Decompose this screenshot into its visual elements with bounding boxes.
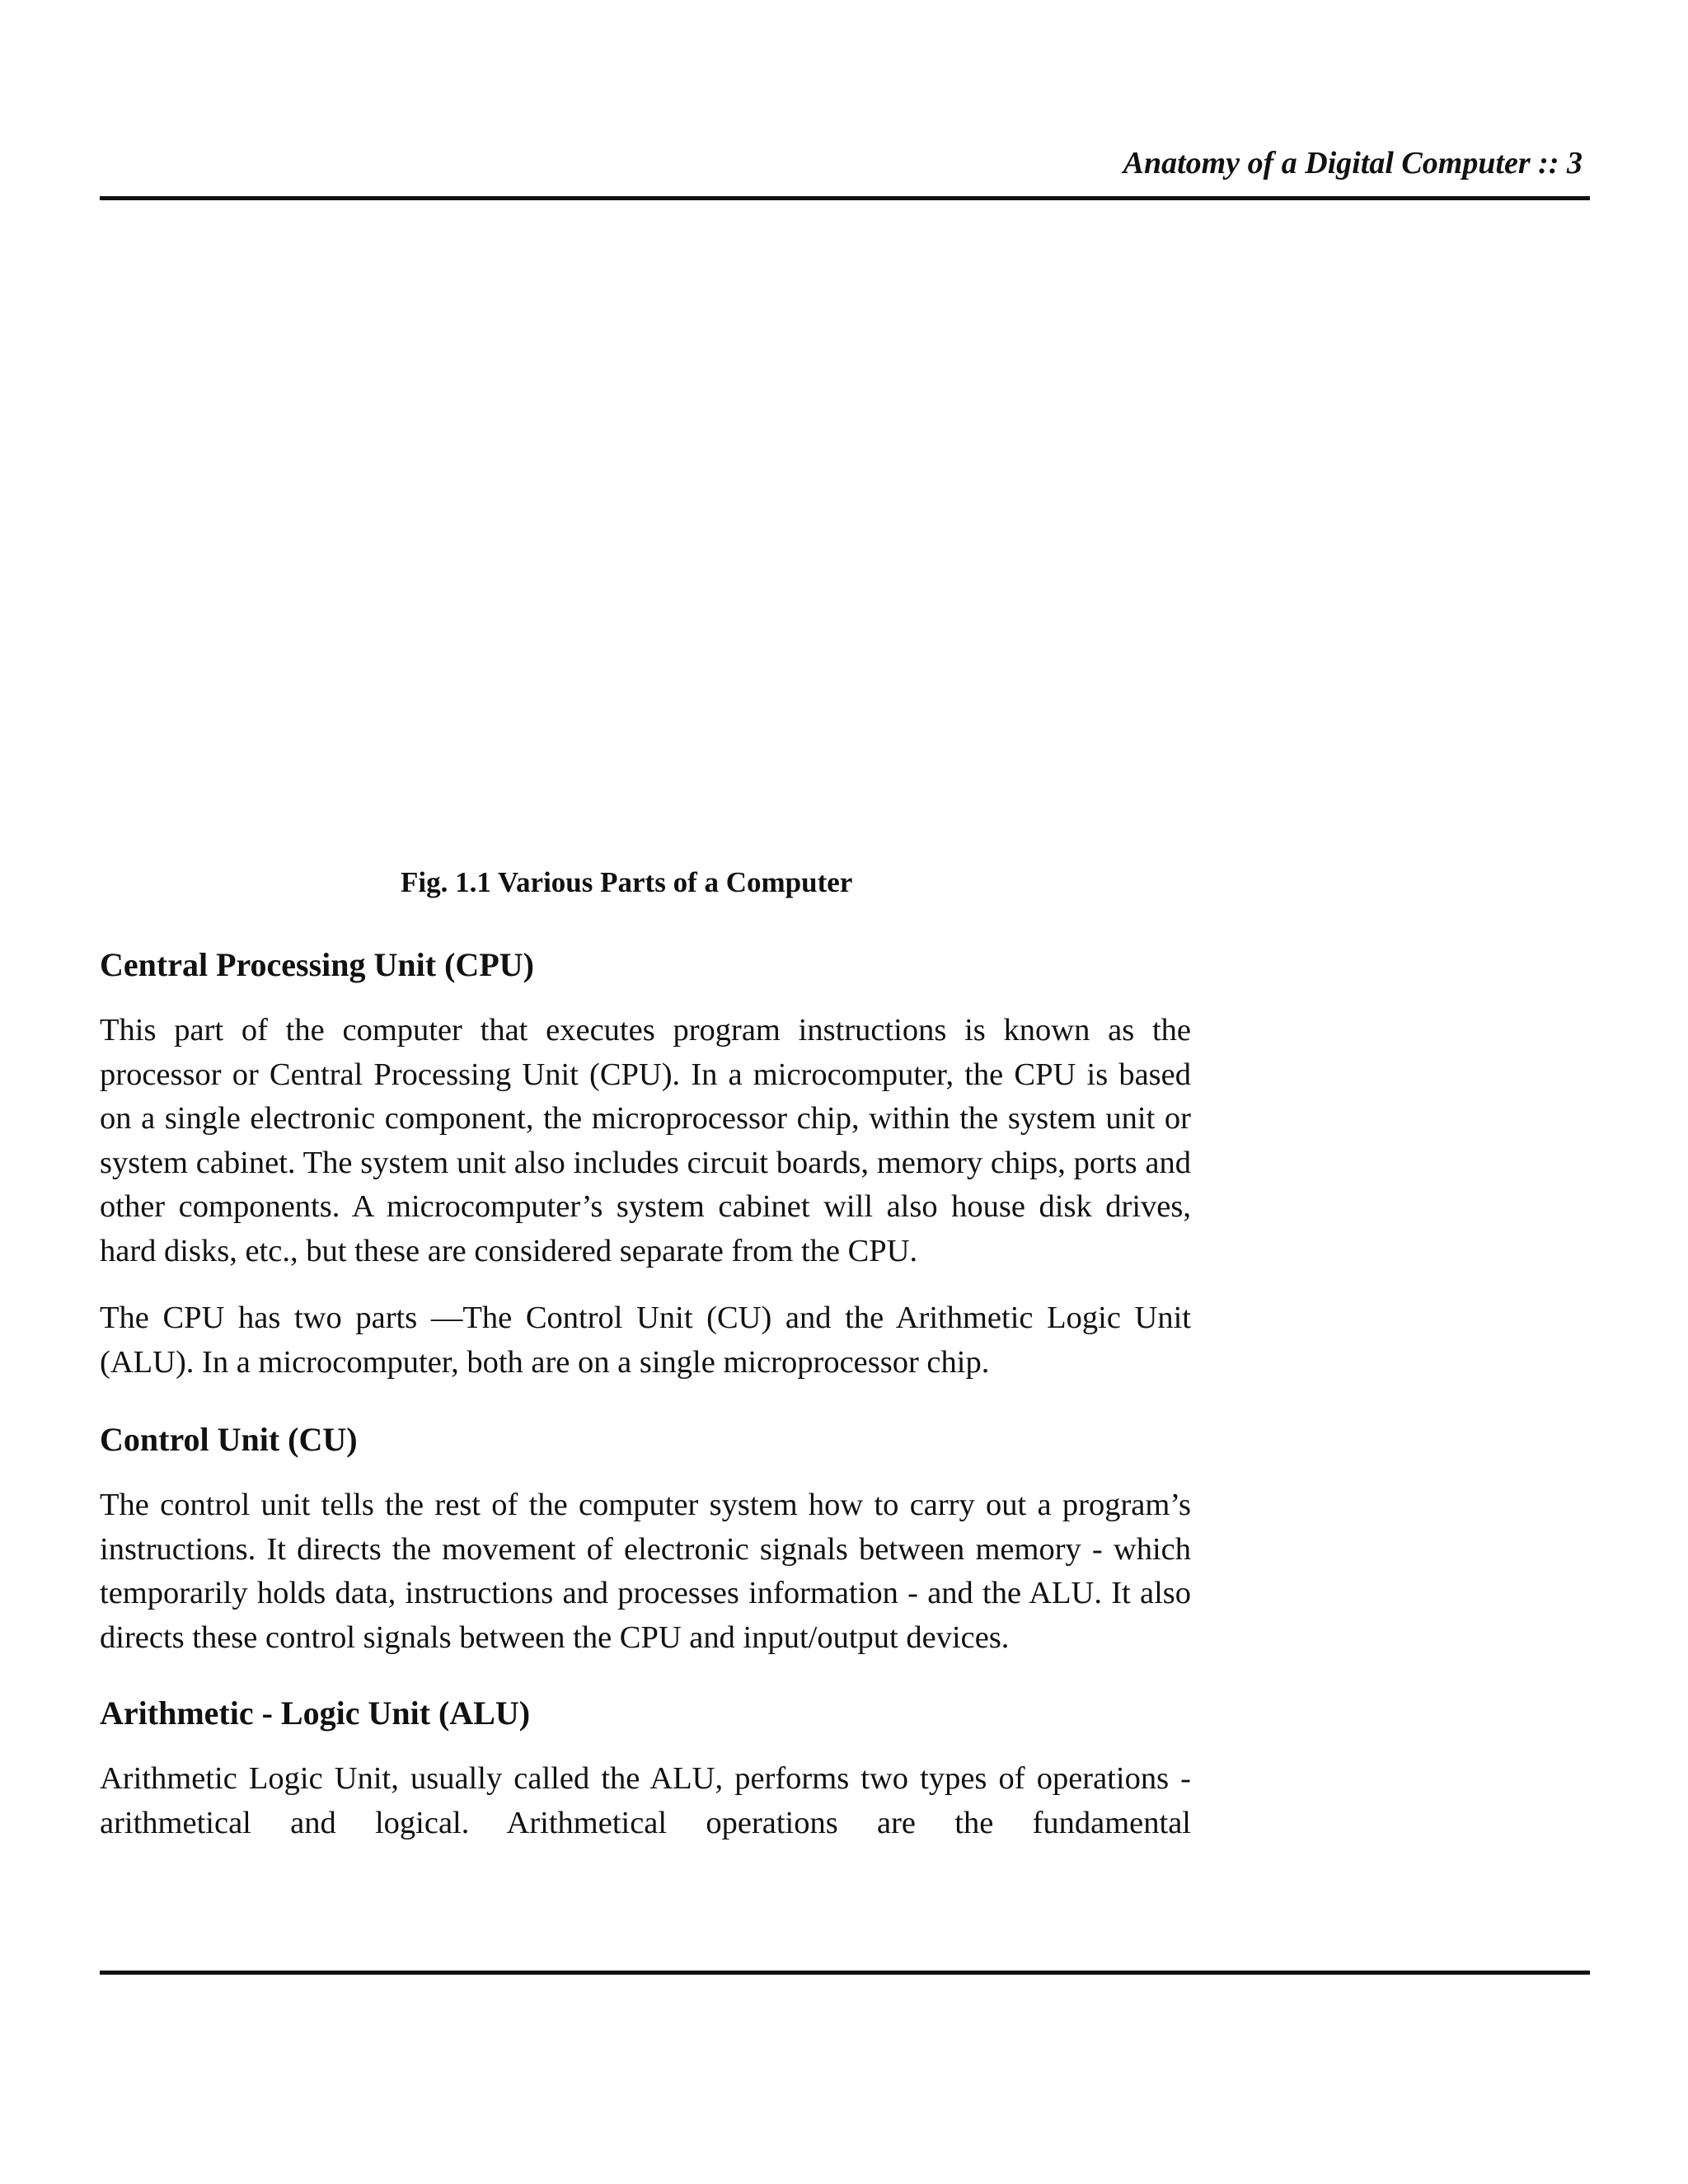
figure-image-area [100,214,1590,841]
paragraph-cpu-parts: The CPU has two parts —The Control Unit (CU) and the Arithmetic Logic Unit (ALU). In a microcomputer, both are on a single microprocessor chip. [100,1301,1191,1380]
header-rule [100,196,1590,200]
running-header: Anatomy of a Digital Computer :: 3 [1123,146,1582,180]
paragraph-alu-description: Arithmetic Logic Unit, usually called the ALU, performs two types of operations - arithmetical and logical. Arithmetical operations are the fundamental [100,1761,1191,1840]
paragraph-cpu-definition: This part of the computer that executes program instructions is known as the processor or Central Processing Unit (CPU). In a microcomputer, the CPU is based on a single electronic component, the microprocessor chip, within the system unit or system cabinet. The system unit also includes circuit boards, memory chips, ports and other components. A microcomputer’s system cabinet will also house disk drives, hard disks, etc., but these are considered separate from the CPU. [100,1013,1191,1268]
footer-rule [100,1971,1590,1975]
figure-caption: Fig. 1.1 Various Parts of a Computer [401,866,853,898]
page-body [100,940,1191,1845]
section-heading-cpu: Central Processing Unit (CPU) [100,946,534,983]
section-heading-cu: Control Unit (CU) [100,1421,358,1458]
section-heading-alu: Arithmetic - Logic Unit (ALU) [100,1694,531,1732]
paragraph-cu-description: The control unit tells the rest of the computer system how to carry out a program’s instructions. It directs the movement of electronic signals between memory - which temporarily holds data, instructions and processes information - and the ALU. It also directs these control signals between the CPU and input/output devices. [100,1488,1191,1655]
